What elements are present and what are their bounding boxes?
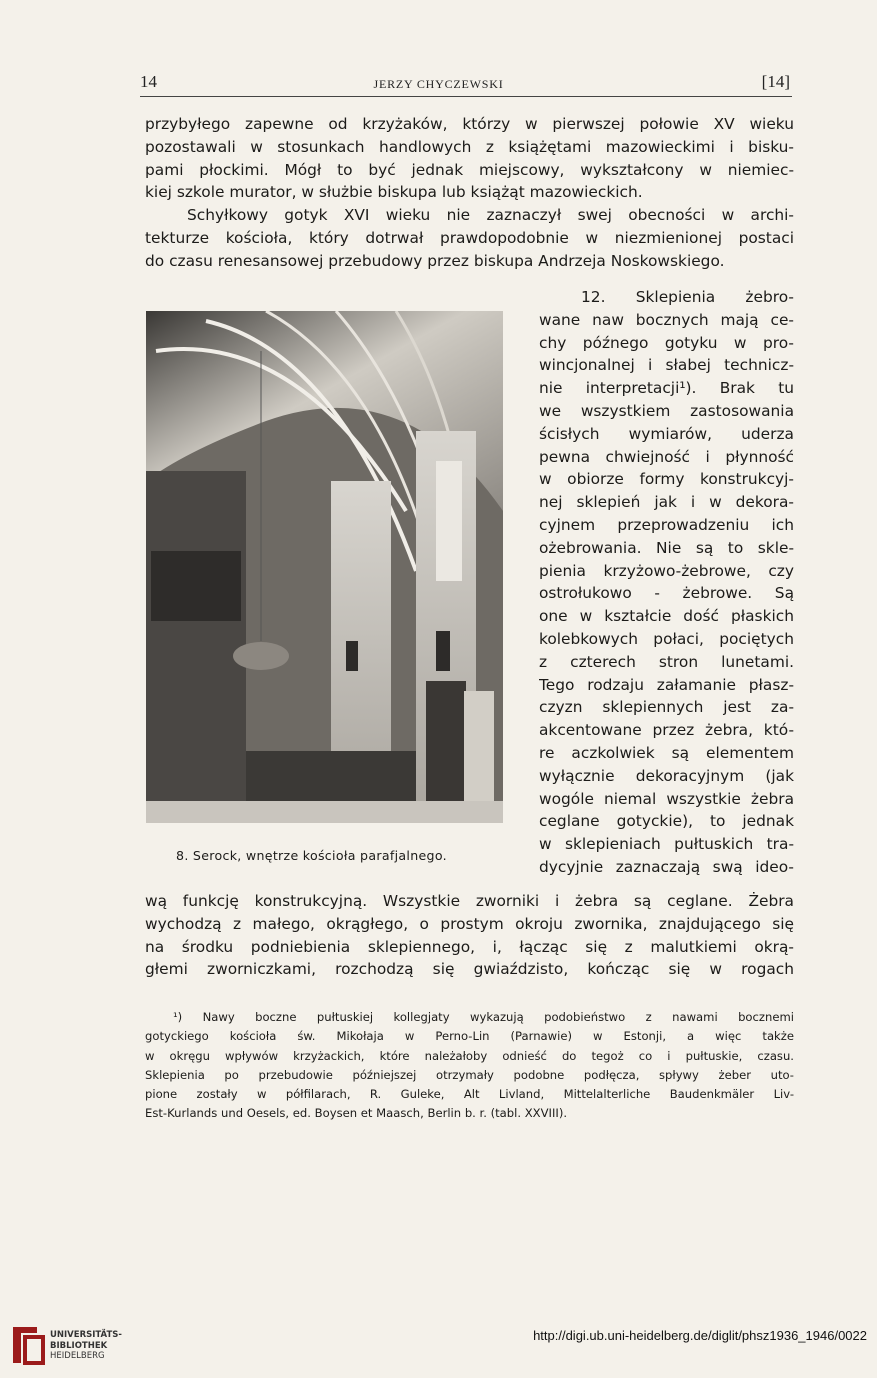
text-line: nie interpretacji¹). Brak tu xyxy=(539,379,794,398)
footnote-line: gotyckiego kościoła św. Mikołaja w Perno-Lin (Parnawie) w Estonji, a więc także xyxy=(145,1029,794,1044)
text-line: wane naw bocznych mają ce- xyxy=(539,310,794,329)
text-line: głemi zworniczkami, rozchodzą się gwiaździsto, kończąc się w rogach xyxy=(145,960,794,979)
text-line: ścisłych wymiarów, uderza xyxy=(539,424,794,443)
text-line: tekturze kościoła, który dotrwał prawdopodobnie w niezmienionej postaci xyxy=(145,228,794,247)
church-interior-photo xyxy=(146,311,503,823)
text-line: kolebkowych połaci, pociętych xyxy=(539,629,794,648)
text-line: dycyjnie zaznaczają swą ideo- xyxy=(539,857,794,876)
header-rule xyxy=(140,96,792,97)
text-line: wychodzą z małego, okrągłego, o prostym okroju zwornika, znajdującego się xyxy=(145,914,794,933)
text-line: do czasu renesansowej przebudowy przez biskupa Andrzeja Noskowskiego. xyxy=(145,251,725,270)
library-name-line: HEIDELBERG xyxy=(50,1351,105,1361)
text-line: pozostawali w stosunkach handlowych z książętami mazowieckimi i bisku- xyxy=(145,137,794,156)
text-line: kiej szkole murator, w służbie biskupa lub książąt mazowieckich. xyxy=(145,183,643,202)
text-line: one w kształcie dość płaskich xyxy=(539,607,794,626)
text-line: przybyłego zapewne od krzyżaków, którzy w pierwszej połowie XV wieku xyxy=(145,115,794,133)
text-line: Tego rodzaju załamanie płasz- xyxy=(539,675,794,694)
text-line: ostrołukowo - żebrowe. Są xyxy=(539,584,794,603)
text-line: we wszystkiem zastosowania xyxy=(539,401,794,420)
right-column-text xyxy=(539,286,794,879)
text-line: ożebrowania. Nie są to skle- xyxy=(539,538,794,557)
footnote-line: w okręgu wpływów krzyżackich, które należałoby odnieść do tegoż co i pułtuskie, czasu. xyxy=(145,1048,794,1063)
running-header-author: JERZY CHYCZEWSKI xyxy=(373,77,504,91)
text-line: czyzn sklepiennych jest za- xyxy=(539,698,794,717)
text-line: na środku podniebienia sklepiennego, i, łącząc się z malutkiemi okrą- xyxy=(145,937,794,956)
figure-caption: 8. Serock, wnętrze kościoła parafjalnego. xyxy=(176,848,447,863)
text-line: pami płockimi. Mógł to być jednak miejscowy, wykształcony w niemiec- xyxy=(145,160,794,179)
text-line: cyjnem przeprowadzeniu ich xyxy=(539,515,794,534)
text-line: z czterech stron lunetami. xyxy=(539,652,794,671)
text-line: w obiorze formy konstrukcyj- xyxy=(539,470,794,489)
text-line: wyłącznie dekoracyjnym (jak xyxy=(539,766,794,785)
text-line: wogóle niemal wszystkie żebra xyxy=(539,789,794,808)
page-number: 14 xyxy=(140,72,157,91)
page-reference: [14] xyxy=(761,72,790,91)
text-line: re aczkolwiek są elementem xyxy=(539,743,794,762)
body-text-bottom xyxy=(145,890,794,981)
text-line: ceglane gotyckie), to jednak xyxy=(539,812,794,831)
text-line: Schyłkowy gotyk XVI wieku nie zaznaczył swej obecności w archi- xyxy=(187,206,794,225)
text-line: nej sklepień jak i w dekora- xyxy=(539,493,794,512)
text-line: akcentowane przez żebra, któ- xyxy=(539,721,794,740)
text-line: chy późnego gotyku w pro- xyxy=(539,333,794,352)
text-line: pewna chwiejność i płynność xyxy=(539,447,794,466)
footnote xyxy=(145,1008,794,1124)
text-line: wą funkcję konstrukcyjną. Wszystkie zworniki i żebra są ceglane. Żebra xyxy=(145,892,794,910)
text-line: pienia krzyżowo-żebrowe, czy xyxy=(539,561,794,580)
footnote-line: Sklepienia po przebudowie późniejszej otrzymały podobne podłęcza, spływy żeber uto- xyxy=(145,1067,794,1082)
library-name-line: BIBLIOTHEK xyxy=(50,1340,108,1351)
body-text-top xyxy=(145,113,794,273)
footnote-line: pione zostały w półfilarach, R. Guleke, Alt Livland, Mittelalterliche Baudenkmäler Liv- xyxy=(145,1087,794,1102)
library-name xyxy=(50,1330,122,1362)
footnote-line: Est-Kurlands und Oesels, ed. Boysen et Maasch, Berlin b. r. (tabl. XXVIII). xyxy=(145,1106,568,1121)
source-url-link[interactable]: http://digi.ub.uni-heidelberg.de/diglit/phsz1936_1946/0022 xyxy=(533,1328,867,1343)
library-logo-icon xyxy=(9,1323,47,1367)
text-line: w sklepieniach pułtuskich tra- xyxy=(539,835,794,854)
text-line: wincjonalnej i słabej technicz- xyxy=(539,356,794,375)
footnote-line: ¹) Nawy boczne pułtuskiej kollegjaty wykazują podobieństwo z nawami bocznemi xyxy=(173,1010,794,1024)
library-name-line: UNIVERSITÄTS- xyxy=(50,1330,122,1340)
text-line: 12. Sklepienia żebro- xyxy=(581,288,794,306)
